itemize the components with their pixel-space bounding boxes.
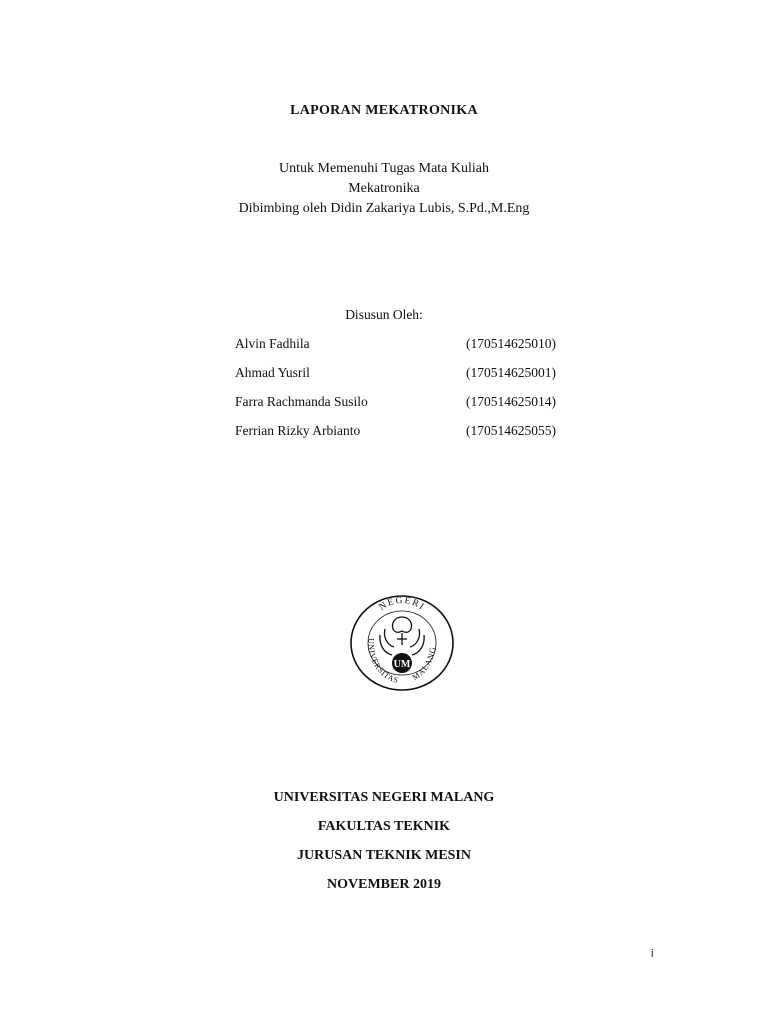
seal-monogram: UM: [393, 659, 411, 670]
footer-date: NOVEMBER 2019: [327, 877, 441, 892]
member-name: Ferrian Rizky Arbianto: [235, 423, 361, 438]
footer-university: UNIVERSITAS NEGERI MALANG: [273, 790, 495, 805]
svg-text:MALANG: [411, 646, 438, 682]
member-nim: (170514625010): [466, 336, 556, 351]
member-nim: (170514625001): [466, 365, 556, 380]
member-nim: (170514625055): [466, 423, 556, 438]
subtitle-line-1: Untuk Memenuhi Tugas Mata Kuliah: [279, 161, 489, 176]
page-number: i: [651, 948, 654, 960]
compiled-by-label: Disusun Oleh:: [345, 307, 423, 322]
member-name: Ahmad Yusril: [235, 365, 310, 380]
member-name: Alvin Fadhila: [235, 336, 310, 351]
member-name: Farra Rachmanda Susilo: [235, 394, 368, 409]
report-title: LAPORAN MEKATRONIKA: [290, 103, 478, 118]
footer-department: JURUSAN TEKNIK MESIN: [297, 848, 471, 863]
subtitle-line-2: Mekatronika: [348, 181, 420, 196]
seal-text-right: MALANG: [410, 645, 438, 683]
member-nim: (170514625014): [466, 394, 556, 409]
seal-text-top: NEGERI: [377, 595, 427, 613]
university-seal-logo: [347, 593, 457, 693]
footer-faculty: FAKULTAS TEKNIK: [317, 819, 451, 834]
subtitle-line-3: Dibimbing oleh Didin Zakariya Lubis, S.Pd.,M.Eng: [238, 201, 530, 216]
seal-text-left: UNIVERSITAS: [366, 637, 400, 685]
